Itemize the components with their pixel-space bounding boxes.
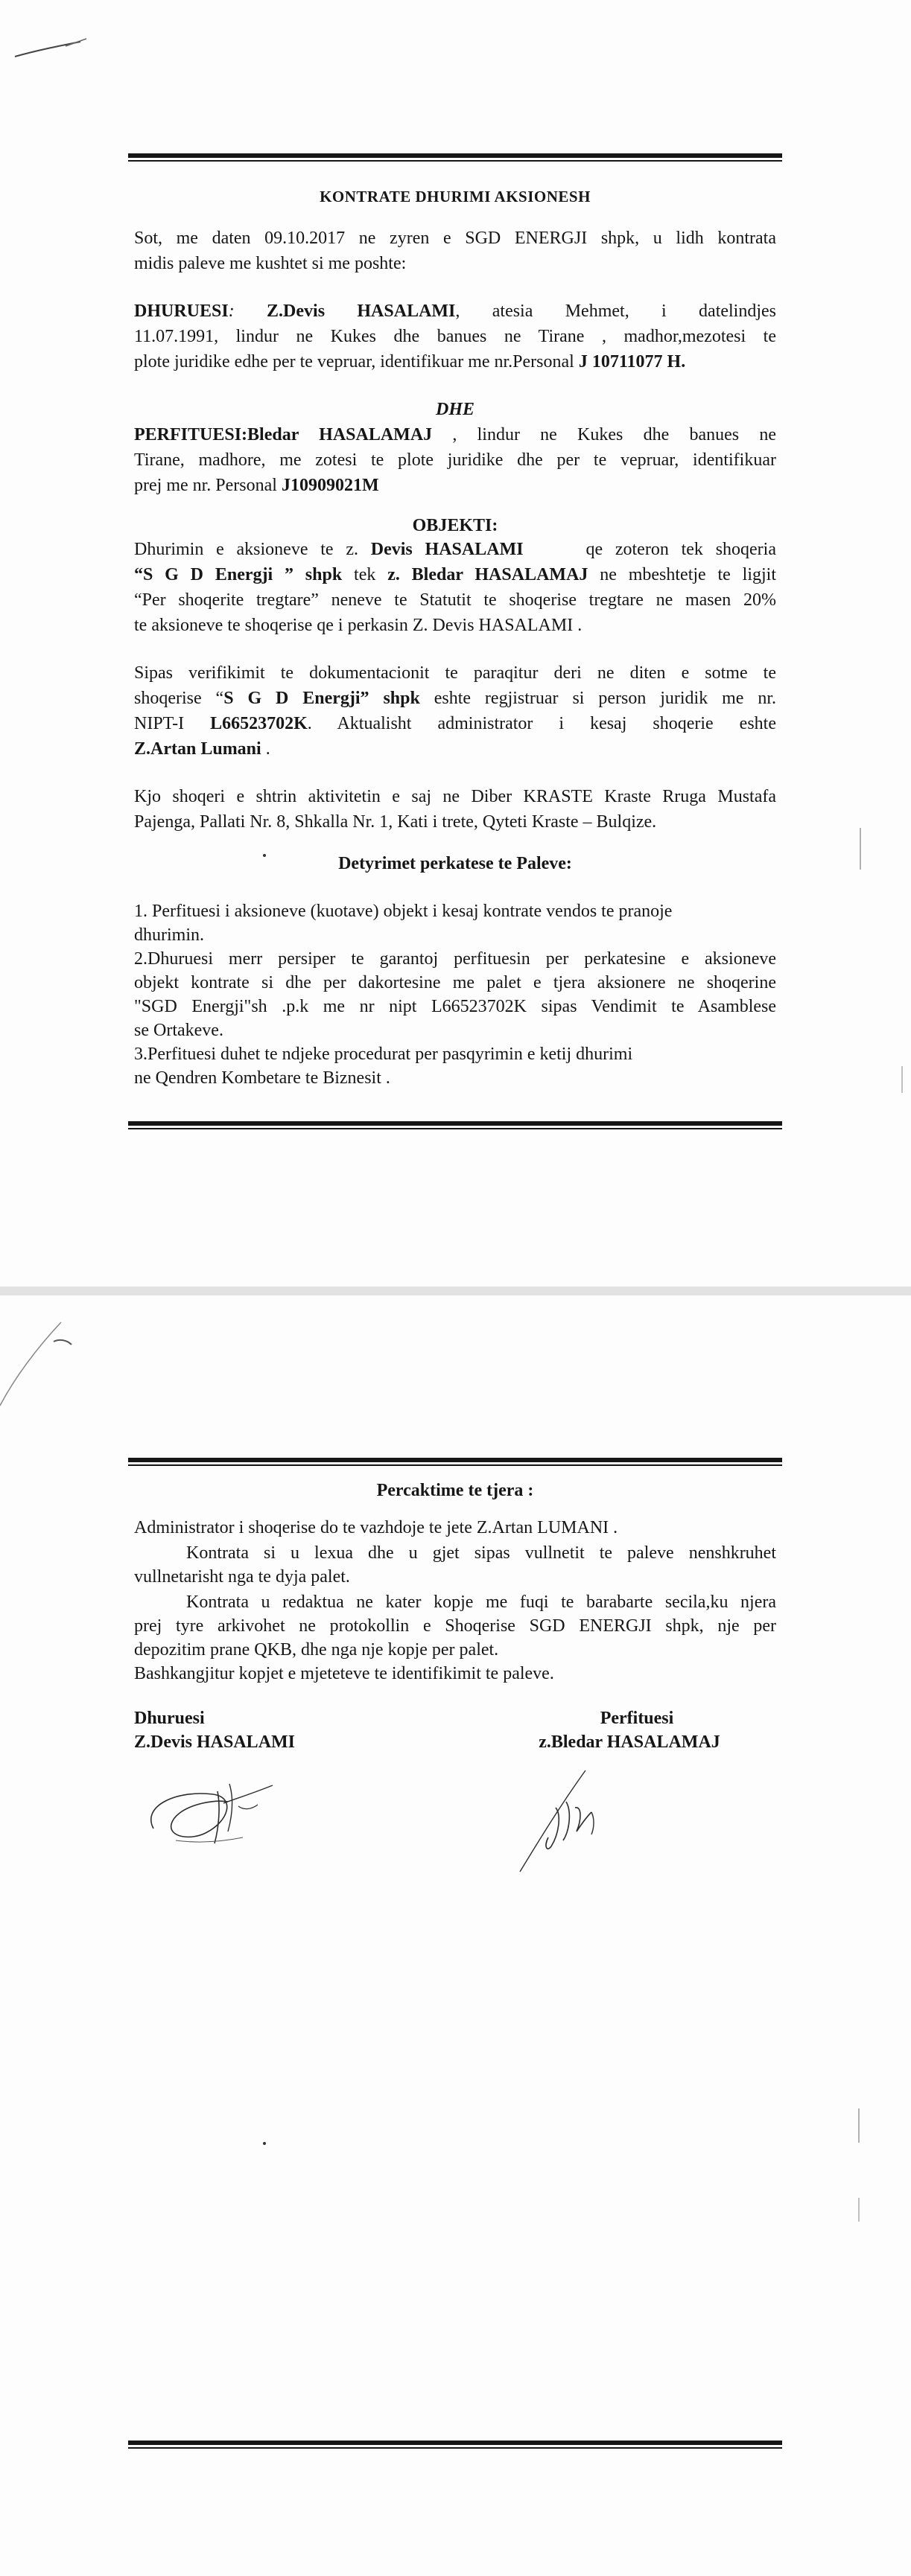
page-2-bottom-rule: [128, 2440, 782, 2449]
beneficiary-line-2: Tirane, madhore, me zotesi te plote juridike dhe per te vepruar, identifikuar: [134, 450, 776, 470]
verification-nipt: L66523702K: [210, 714, 308, 733]
object-line-4: te aksioneve te shoqerise qe i perkasin Z. Devis HASALAMI .: [134, 616, 583, 635]
object-heading: OBJEKTI:: [412, 516, 498, 535]
location-line-2: Pajenga, Pallati Nr. 8, Shkalla Nr. 1, Kati i trete, Qyteti Kraste – Bulqize.: [134, 812, 657, 832]
object-beneficiary-name: z. Bledar HASALAMAJ: [387, 565, 588, 584]
beneficiary-line-3-text: prej me nr. Personal: [134, 476, 282, 495]
verification-line-2-c: eshte regjistruar si person juridik me nr.: [419, 689, 776, 708]
other-para-3-line-2: prej tyre arkivohet ne protokollin e Shoqerise SGD ENERGJI shpk, nje per: [134, 1616, 776, 1636]
top-rule: [128, 153, 782, 162]
obligation-2-line-4: se Ortakeve.: [134, 1021, 223, 1040]
object-donor-name: Devis HASALAMI: [370, 540, 524, 559]
donor-signature: [146, 1769, 295, 1851]
pen-mark: [13, 33, 95, 63]
verification-line-4-end: .: [261, 739, 270, 759]
scan-line-mark-4: [857, 2196, 861, 2223]
verification-line-2: [134, 686, 776, 710]
obligation-3-line-2: ne Qendren Kombetare te Biznesit .: [134, 1068, 390, 1088]
verification-line-4: [134, 737, 270, 761]
obligation-3-line-1: 3.Perfituesi duhet te ndjeke procedurat per pasqyrimin e ketij dhurimi: [134, 1045, 633, 1064]
page-gap: [0, 1287, 911, 1295]
obligation-2-line-1: 2.Dhuruesi merr persiper te garantoj perfituesin per perkatesine e aksioneve: [134, 949, 776, 969]
left-signatory-role: Dhuruesi: [134, 1709, 205, 1728]
page-2-top-rule: [128, 1458, 782, 1467]
left-signatory-name: Z.Devis HASALAMI: [134, 1732, 296, 1752]
obligation-2-line-2: objekt kontrate si dhe per dakortesine me palet e tjera aksionere ne shoqerine: [134, 973, 776, 992]
donor-line-1-rest: , atesia Mehmet, i datelindjes: [455, 302, 777, 321]
verification-company: S G D Energji” shpk: [223, 689, 420, 708]
donor-line-1: [134, 299, 776, 323]
donor-line-2: 11.07.1991, lindur ne Kukes dhe banues ne Tirane , madhor,mezotesi te: [134, 327, 776, 346]
other-para-2-line-1: Kontrata si u lexua dhe u gjet sipas vullnetit te paleve nenshkruhet: [186, 1543, 776, 1563]
donor-line-3-text: plote juridike edhe per te vepruar, identifikuar me nr.Personal: [134, 352, 579, 372]
donor-personal-no: J 10711077 H.: [578, 352, 686, 372]
beneficiary-line-3: [134, 474, 379, 497]
scan-speck-2: [262, 2141, 267, 2146]
other-para-3-line-1: Kontrata u redaktua ne kater kopje me fuqi te barabarte secila,ku njera: [186, 1593, 776, 1612]
beneficiary-line-1-rest: , lindur ne Kukes dhe banues ne: [432, 425, 776, 444]
object-line-1: [134, 538, 776, 561]
obligations-heading: Detyrimet perkatese te Paleve:: [338, 854, 572, 873]
obligation-2-line-3: "SGD Energji"sh .p.k me nr nipt L66523702K sipas Vendimit te Asamblese: [134, 997, 776, 1016]
donor-line-3: [134, 350, 685, 374]
intro-line-2: midis paleve me kushtet si me poshte:: [134, 254, 407, 273]
verification-line-2-a: shoqerise “: [134, 689, 224, 708]
object-line-1-c: qe zoteron tek shoqeria: [585, 540, 776, 559]
beneficiary-line-1: [134, 423, 776, 447]
scan-speck: [262, 853, 267, 858]
location-line-1: Kjo shoqeri e shtrin aktivitetin e saj ne Diber KRASTE Kraste Rruga Mustafa: [134, 787, 776, 806]
page-2: [0, 1295, 911, 2576]
object-line-2-b: tek: [342, 565, 388, 584]
beneficiary-label: PERFITUESI:Bledar HASALAMAJ: [134, 425, 433, 444]
verification-line-3-a: NIPT-I: [134, 714, 211, 733]
obligation-1-line-1: 1. Perfituesi i aksioneve (kuotave) objekt i kesaj kontrate vendos te pranoje: [134, 902, 673, 921]
scan-line-mark-3: [857, 2107, 861, 2144]
object-line-2: [134, 563, 776, 587]
object-line-1-a: Dhurimin e aksioneve te z.: [134, 540, 371, 559]
contract-title: KONTRATE DHURIMI AKSIONESH: [320, 188, 591, 205]
intro-line-1: Sot, me daten 09.10.2017 ne zyren e SGD ENERGJI shpk, u lidh kontrata: [134, 229, 776, 248]
other-para-4: Bashkangjitur kopjet e mjeteteve te identifikimit te paleve.: [134, 1664, 554, 1683]
donor-label: DHURUESI: [134, 302, 229, 321]
donor-colon: :: [228, 302, 235, 321]
beneficiary-personal-no: J10909021M: [281, 476, 379, 495]
donor-name: Z.Devis HASALAMI: [267, 302, 456, 321]
object-company-name: “S G D Energji ” shpk: [134, 565, 343, 584]
object-line-3: “Per shoqerite tregtare” neneve te Statutit te shoqerise tregtare ne masen 20%: [134, 590, 776, 610]
other-heading: Percaktime te tjera :: [376, 1481, 534, 1500]
right-signatory-name: z.Bledar HASALAMAJ: [539, 1732, 720, 1752]
page-1-bottom-rule: [128, 1121, 782, 1130]
object-line-2-d: ne mbeshtetje te ligjit: [588, 565, 776, 584]
other-para-1: Administrator i shoqerise do te vazhdoje te jete Z.Artan LUMANI .: [134, 1518, 618, 1537]
administrator-name: Z.Artan Lumani: [134, 739, 261, 759]
page-curl: [0, 1295, 104, 1407]
other-para-3-line-3: depozitim prane QKB, dhe nga nje kopje per palet.: [134, 1640, 499, 1660]
right-signatory-role: Perfituesi: [600, 1709, 674, 1728]
scan-line-mark: [858, 826, 863, 871]
verification-line-1: Sipas verifikimit te dokumentacionit te paraqitur deri ne diten e sotme te: [134, 663, 776, 683]
beneficiary-signature: [514, 1763, 641, 1875]
scan-line-mark-2: [900, 1065, 904, 1094]
verification-line-3: [134, 712, 776, 736]
other-para-2-line-2: vullnetarisht nga te dyja palet.: [134, 1567, 350, 1587]
obligation-1-line-2: dhurimin.: [134, 925, 204, 945]
verification-line-3-c: . Aktualisht administrator i kesaj shoqerie eshte: [307, 714, 776, 733]
page-1: [0, 0, 911, 1287]
dhe-heading: DHE: [435, 400, 474, 419]
